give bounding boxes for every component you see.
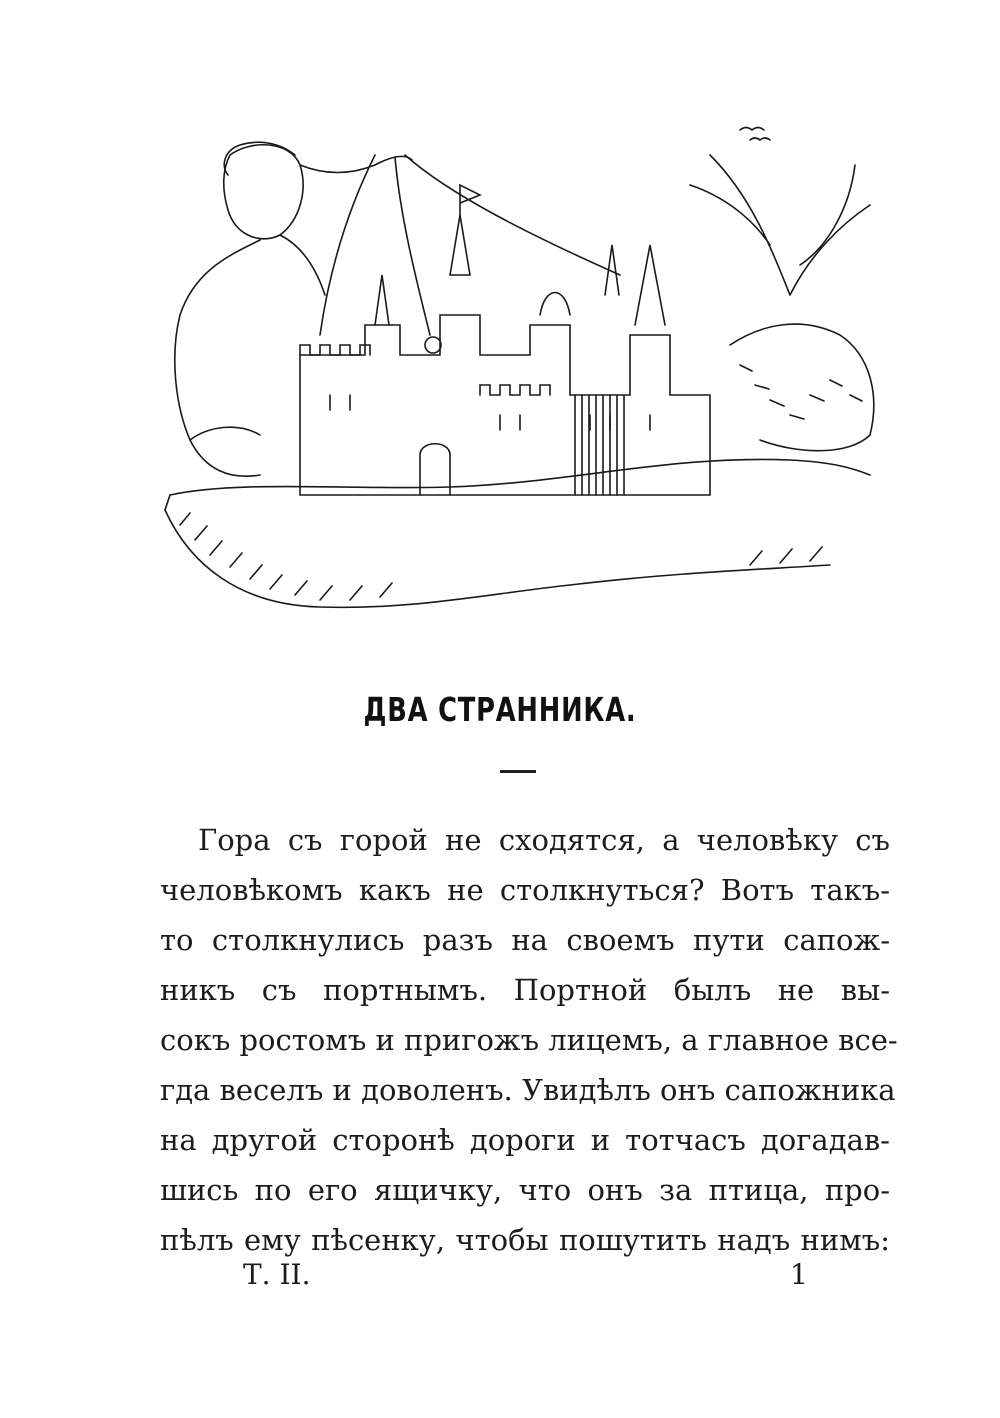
text-line: Гора съ горой не сходятся, а человѣку съ [198,823,890,857]
page-number: 1 [790,1258,808,1291]
body-paragraph [160,815,898,1265]
engraving-illustration [150,95,885,615]
text-line: гда веселъ и доволенъ. Увидѣлъ онъ сапожника [160,1073,896,1107]
text-line: сокъ ростомъ и пригожъ лицемъ, а главное все- [160,1023,898,1057]
text-line: пѣлъ ему пѣсенку, чтобы пошутить надъ нимъ: [160,1223,890,1257]
title-divider [500,770,536,773]
volume-signature: Т. II. [243,1258,311,1291]
castle-engraving-icon [150,95,885,615]
text-line: человѣкомъ какъ не столкнуться? Вотъ такъ- [160,873,890,907]
text-line: то столкнулись разъ на своемъ пути сапож- [160,923,890,957]
text-line: никъ съ портнымъ. Портной былъ не вы- [160,973,890,1007]
text-line: шись по его ящичку, что онъ за птица, про- [160,1173,890,1207]
text-line: на другой сторонѣ дороги и тотчасъ догадав- [160,1123,890,1157]
chapter-title: ДВА СТРАННИКА. [363,690,637,729]
